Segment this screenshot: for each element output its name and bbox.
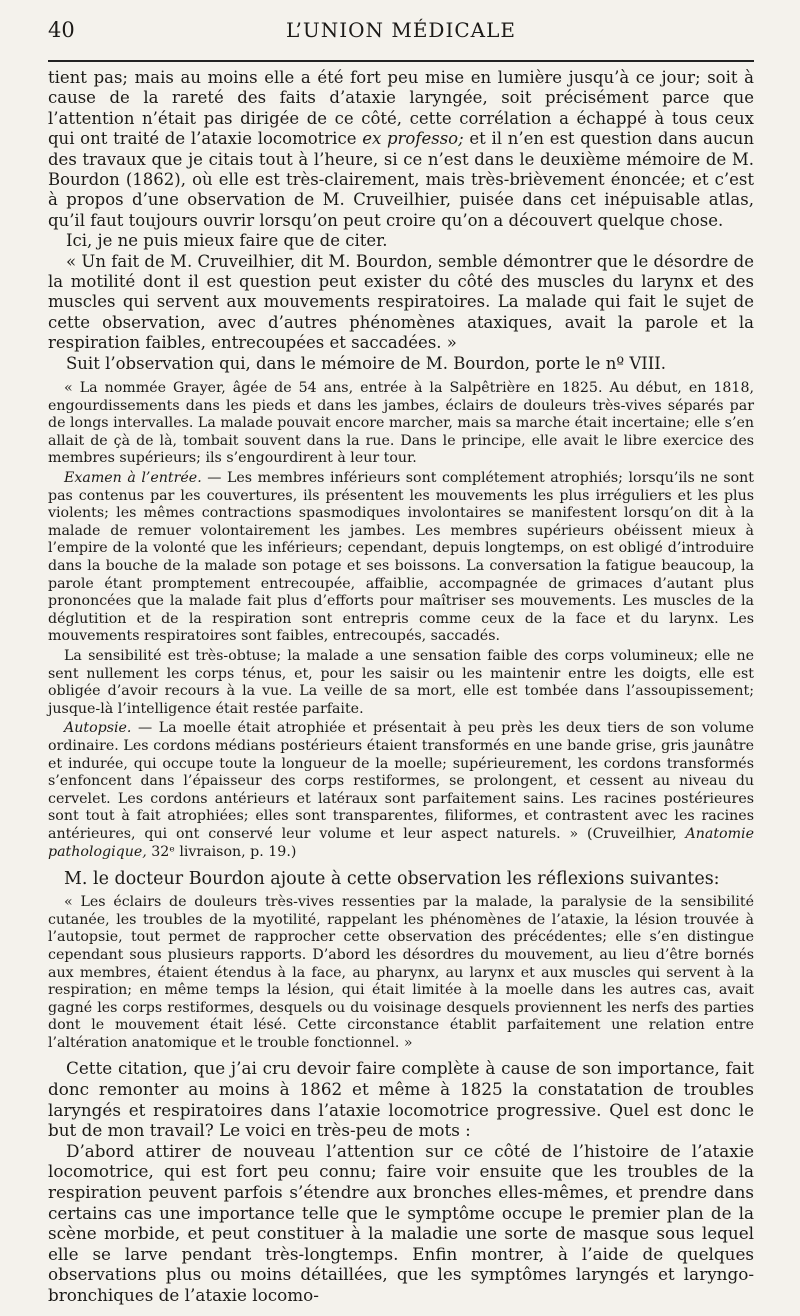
paragraph-1: tient pas; mais au moins elle a été fort peu mise en lumière jusqu’à ce jour; soit à cause de la rareté des faits d’ataxie laryngée, soit précisément parce que l’attention n’était pas dirigée de ce côté, cette corrélation a échappé à tous ceux qui ont traité de l’ataxie locomotrice ex professo; et il n’en est question dans aucun des travaux que je citais tout à l’heure, si ce n’est dans le deuxième mémoire de M. Bourdon (1862), où elle est très-clairement, mais très-brièvement énoncée; et c’est à propos d’une observation de M. Cruveilhier, puisée dans cet inépuisable atlas, qu’il faut toujours ouvrir lorsqu’on peut croire qu’on a découvert quelque chose. bbox=[48, 68, 755, 230]
page-header bbox=[48, 14, 754, 44]
paragraph-2: Ici, je ne puis mieux faire que de citer. bbox=[66, 231, 388, 251]
page-number: 40 bbox=[48, 18, 75, 42]
header-rule bbox=[48, 60, 754, 62]
observation-intro: « La nommée Grayer, âgée de 54 ans, entrée à la Salpêtrière en 1825. Au début, en 1818, engourdissements dans les pieds et dans les jambes, éclairs de douleurs très-vives séparés par de longs intervalles. La malade pouvait encore marcher, mais sa marche était incertaine; elle s’en allait de çà de là, tombait souvent dans la rue. Dans le principe, elle avait le libre exercice des membres supérieurs; ils s’engourdirent à leur tour. bbox=[48, 380, 754, 467]
observation-sensibilite: La sensibilité est très-obtuse; la malade a une sensation faible des corps volumineux; elle ne sent nullement les corps ténus, et, pour les saisir ou les maintenir entre les doigts, elle est obligée d’avoir recours à la vue. La veille de sa mort, elle est tombée dans l’assoupissement; jusque-là l’intelligence était restée parfaite. bbox=[48, 648, 754, 717]
paragraph-citation: Cette citation, que j’ai cru devoir faire complète à cause de son importance, fait donc remonter au moins à 1862 et même à 1825 la constatation de troubles laryngés et respiratoires dans l’ataxie locomotrice progressive. Quel est donc le but de mon travail? Le voici en très-peu de mots : bbox=[48, 1058, 754, 1141]
paragraph-dabord: D’abord attirer de nouveau l’attention sur ce côté de l’histoire de l’ataxie locomotrice, qui est fort peu connu; faire voir ensuite que les troubles de la respiration peuvent parfois s’étendre aux bronches elles-mêmes, et prendre dans certains cas une importance telle que le symptôme occupe le premier plan de la scène morbide, et peut constituer à la maladie une sorte de masque sous lequel elle se larve pendant très-longtemps. Enfin montrer, à l’aide de quelques observations plus ou moins détaillées, que les symptômes laryngés et laryngo-bronchiques de l’ataxie locomo- bbox=[48, 1140, 754, 1305]
bourdon-reflexions-quote: « Les éclairs de douleurs très-vives ressenties par la malade, la paralysie de la sensibilité cutanée, les troubles de la myotilité, rappelant les phénomènes de l’ataxie, la lésion trouvée à l’autopsie, tout permet de rapprocher cette observation des précédentes; elle s’en distingue cependant sous plusieurs rapports. D’abord les désordres du mouvement, au lieu d’être bornés aux membres, étaient étendus à la face, au pharynx, au larynx et aux muscles qui servent à la respiration; en même temps la lésion, qui était limitée à la moelle dans les autres cas, avait gagné les corps restiformes, desquels ou du voisinage desquels proviennent les nerfs des parties dont le mouvement était lésé. Cette circonstance établit parfaitement une relation entre l’altération anatomique et le trouble fonctionnel. » bbox=[48, 894, 754, 1051]
observation-autopsie: Autopsie. — La moelle était atrophiée et présentait à peu près les deux tiers de son volume ordinaire. Les cordons médians postérieurs étaient transformés en une bande grise, gris jaunâtre et indurée, qui occupe toute la longueur de la moelle; supérieurement, les cordons transformés s’enfoncent dans l’épaisseur des corps restiformes, se prolongent, et cessent au niveau du cervelet. Les cordons antérieurs et latéraux sont parfaitement sains. Les racines postérieures sont tout à fait atrophiées; elles sont transparentes, filiformes, et contrastent avec les racines antérieures, qui ont conservé leur volume et leur aspect naturels. » (Cruveilhier, Anatomie pathologique, 32ᵉ livraison, p. 19.) bbox=[48, 720, 754, 860]
paragraph-4: Suit l’observation qui, dans le mémoire de M. Bourdon, porte le nº VIII. bbox=[66, 353, 667, 373]
observation-examen: Examen à l’entrée. — Les membres inférieurs sont complétement atrophiés; lorsqu’ils ne sont pas contenus par les couvertures, ils présentent les mouvements les plus irréguliers et les plus violents; les mêmes contractions spasmodiques involontaires se manifestent lorsqu’on dit à la malade de remuer volontairement les jambes. Les membres supérieurs obéissent mieux à l’empire de la volonté que les inférieurs; cependant, depuis longtemps, on est obligé d’introduire dans la bouche de la malade son potage et ses boissons. La conversation la fatigue beaucoup, la parole étant promptement entrecoupée, affaiblie, accompagnée de grimaces d’autant plus prononcées que la malade fait plus d’efforts pour maîtriser ses mouvements. Les muscles de la déglutition et de la respiration sont entrepris comme ceux de la face et du larynx. Les mouvements respiratoires sont faibles, entrecoupés, saccadés. bbox=[48, 470, 754, 645]
journal-title: L’UNION MÉDICALE bbox=[286, 18, 516, 42]
bourdon-reflexions-heading: M. le docteur Bourdon ajoute à cette observation les réflexions suivantes: bbox=[64, 869, 720, 890]
paragraph-3-quote: « Un fait de M. Cruveilhier, dit M. Bourdon, semble démontrer que le désordre de la motilité dont il est question peut exister du côté des muscles du larynx et des muscles qui servent aux mouvements respiratoires. La malade qui fait le sujet de cette observation, avec d’autres phénomènes ataxiques, avait la parole et la respiration faibles, entrecoupées et saccadées. » bbox=[48, 251, 754, 353]
